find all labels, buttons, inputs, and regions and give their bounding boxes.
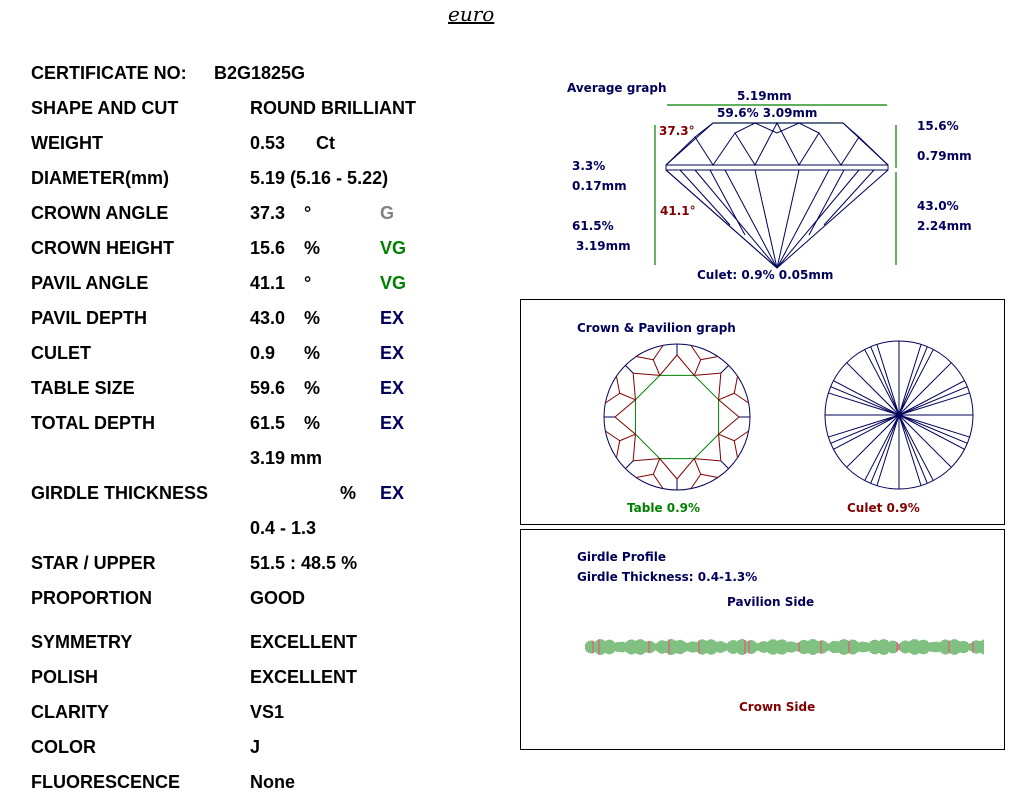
spec-value: 5.19 (5.16 - 5.22) bbox=[250, 168, 389, 188]
spec-label: COLOR bbox=[31, 737, 96, 757]
spec-label: DIAMETER(mm) bbox=[31, 168, 169, 188]
pavilion-depth-mm: 2.24mm bbox=[917, 219, 972, 233]
spec-label: PAVIL DEPTH bbox=[31, 308, 148, 328]
spec-label: CLARITY bbox=[31, 702, 109, 722]
pavilion-side-label: Pavilion Side bbox=[727, 595, 815, 609]
spec-value: 0.9 bbox=[250, 343, 276, 363]
spec-label: CULET bbox=[31, 343, 91, 363]
culet-caption: Culet 0.9% bbox=[847, 501, 920, 515]
spec-value: 41.1 bbox=[250, 273, 286, 293]
girdle-waveform bbox=[585, 635, 987, 659]
girdle-thickness-label: Girdle Thickness: 0.4-1.3% bbox=[577, 570, 758, 584]
diameter-label: 5.19mm bbox=[737, 89, 792, 103]
pavilion-angle-label: 41.1° bbox=[660, 204, 696, 218]
spec-unit: % bbox=[304, 413, 321, 433]
girdle-pct: 3.3% bbox=[572, 159, 606, 173]
spec-label: SHAPE AND CUT bbox=[31, 98, 179, 118]
culet-label: Culet: 0.9% 0.05mm bbox=[697, 268, 834, 282]
crown-angle-label: 37.3° bbox=[659, 124, 695, 138]
spec-unit: % bbox=[304, 343, 321, 363]
average-graph bbox=[555, 75, 995, 290]
spec-unit: ° bbox=[304, 203, 312, 223]
certificate-number: B2G1825G bbox=[214, 63, 306, 83]
spec-label: CROWN ANGLE bbox=[31, 203, 169, 223]
spec-label: CROWN HEIGHT bbox=[31, 238, 174, 258]
certificate-label: CERTIFICATE NO: bbox=[31, 63, 187, 83]
spec-value: 59.6 bbox=[250, 378, 286, 398]
table-label: 59.6% 3.09mm bbox=[717, 106, 818, 120]
spec-grade: EX bbox=[380, 413, 405, 433]
spec-value: J bbox=[250, 737, 261, 757]
spec-value: 15.6 bbox=[250, 238, 286, 258]
crown-side-label: Crown Side bbox=[739, 700, 816, 714]
spec-label: TABLE SIZE bbox=[31, 378, 135, 398]
spec-value: 61.5 bbox=[250, 413, 286, 433]
girdle-profile-panel bbox=[520, 529, 1005, 750]
spec-grade: EX bbox=[380, 378, 405, 398]
spec-unit: Ct bbox=[316, 133, 335, 153]
spec-value: VS1 bbox=[250, 702, 285, 722]
spec-label: PAVIL ANGLE bbox=[31, 273, 149, 293]
spec-label: PROPORTION bbox=[31, 588, 153, 608]
brand-logo-text: euro bbox=[448, 2, 495, 26]
spec-grade: EX bbox=[380, 483, 405, 503]
table-caption: Table 0.9% bbox=[627, 501, 701, 515]
spec-label: POLISH bbox=[31, 667, 99, 687]
crown-view bbox=[604, 344, 750, 490]
spec-unit: mm bbox=[290, 448, 323, 468]
pavilion-view bbox=[825, 341, 973, 489]
spec-unit: % bbox=[304, 378, 321, 398]
crown-pavilion-graph bbox=[521, 300, 1004, 524]
spec-label: GIRDLE THICKNESS bbox=[31, 483, 209, 503]
spec-label: FLUORESCENCE bbox=[31, 772, 181, 792]
total-depth-pct: 61.5% bbox=[572, 219, 614, 233]
spec-value: 0.53 bbox=[250, 133, 286, 153]
spec-unit: % bbox=[304, 308, 321, 328]
girdle-mm: 0.17mm bbox=[572, 179, 627, 193]
spec-label: SYMMETRY bbox=[31, 632, 133, 652]
spec-unit: ° bbox=[304, 273, 312, 293]
spec-grade: G bbox=[380, 203, 395, 223]
spec-value: GOOD bbox=[250, 588, 306, 608]
spec-value: ROUND BRILLIANT bbox=[250, 98, 416, 118]
crown-pavilion-title: Crown & Pavilion graph bbox=[577, 321, 736, 335]
spec-label: WEIGHT bbox=[31, 133, 103, 153]
pavilion-depth-pct: 43.0% bbox=[917, 199, 959, 213]
spec-value: None bbox=[250, 772, 295, 792]
average-graph-title: Average graph bbox=[567, 81, 667, 95]
crown-height-mm: 0.79mm bbox=[917, 149, 972, 163]
total-depth-mm: 3.19mm bbox=[576, 239, 631, 253]
girdle-profile-title: Girdle Profile bbox=[577, 550, 667, 564]
spec-grade: EX bbox=[380, 308, 405, 328]
spec-value: EXCELLENT bbox=[250, 632, 358, 652]
spec-value: EXCELLENT bbox=[250, 667, 358, 687]
spec-unit: % bbox=[304, 238, 321, 258]
spec-grade: VG bbox=[380, 273, 407, 293]
spec-value: 43.0 bbox=[250, 308, 286, 328]
spec-grade: VG bbox=[380, 238, 407, 258]
spec-label: STAR / UPPER bbox=[31, 553, 156, 573]
spec-value: 0.4 - 1.3 bbox=[250, 518, 317, 538]
spec-value: 37.3 bbox=[250, 203, 286, 223]
crown-pavilion-panel bbox=[520, 299, 1005, 525]
spec-value: 3.19 bbox=[250, 448, 286, 468]
spec-grade: EX bbox=[380, 343, 405, 363]
crown-height-pct: 15.6% bbox=[917, 119, 959, 133]
spec-label: TOTAL DEPTH bbox=[31, 413, 156, 433]
spec-value: 51.5 : 48.5 % bbox=[250, 553, 358, 573]
spec-unit: % bbox=[340, 483, 357, 503]
diamond-profile bbox=[666, 123, 888, 268]
